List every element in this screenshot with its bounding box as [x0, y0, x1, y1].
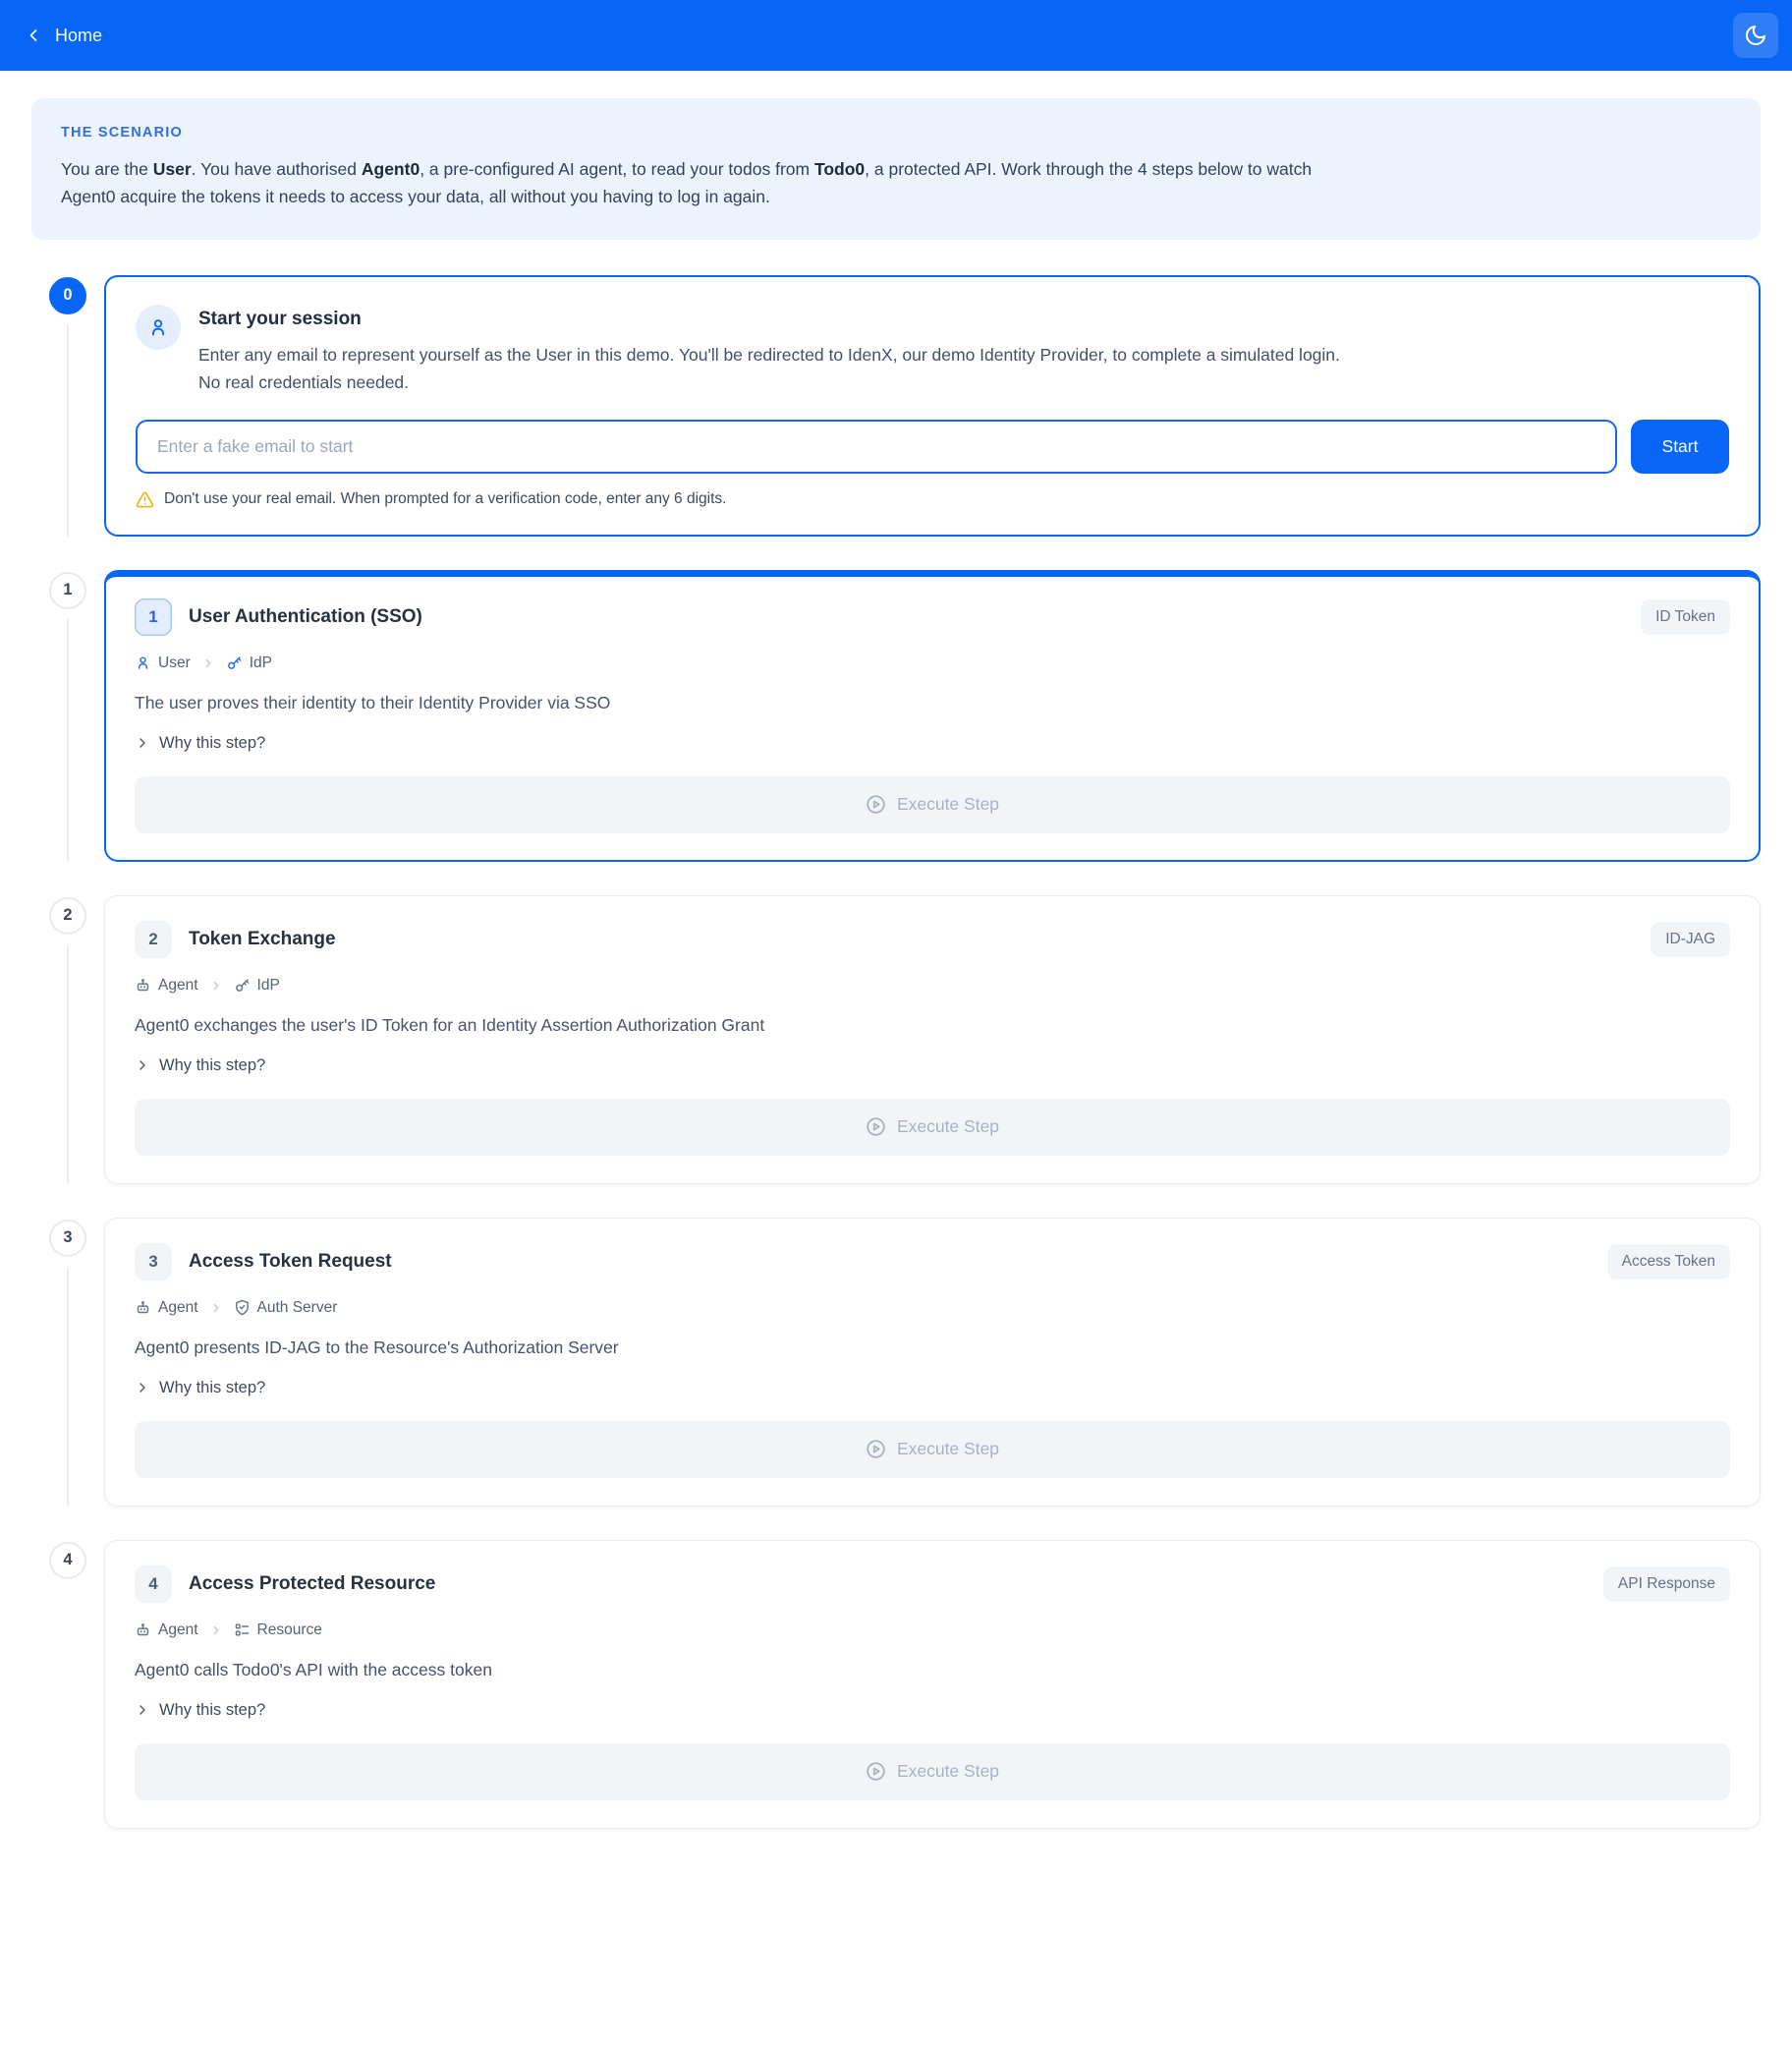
scenario-text-part: , a protected API. Work through the 4 steps below to watch Agent0 acquire the tokens it needs to access your data, all without you having to log in again. — [61, 159, 1313, 207]
step-4-actors — [135, 1621, 1730, 1639]
back-home-button[interactable] — [16, 20, 110, 52]
actor-from — [135, 654, 191, 672]
step-card-2 — [104, 895, 1761, 1184]
list-icon — [234, 1621, 251, 1638]
session-header-text — [198, 305, 1353, 396]
timeline-dot-1: 1 — [49, 572, 86, 609]
step-2-header — [135, 921, 1730, 958]
user-icon — [147, 316, 169, 338]
why-label: Why this step? — [159, 733, 266, 752]
session-header — [136, 305, 1729, 396]
scenario-bold-agent0: Agent0 — [361, 159, 420, 179]
actor-from-label: Agent — [158, 1298, 198, 1316]
step-3-description: Agent0 presents ID-JAG to the Resource's Authorization Server — [135, 1337, 619, 1357]
step-2-number-badge: 2 — [135, 921, 172, 958]
session-description: Enter any email to represent yourself as the User in this demo. You'll be redirected to IdenX, our demo Identity Provider, to complete a simulated login. No real credentials needed. — [198, 344, 1340, 392]
chevron-right-icon — [135, 735, 150, 751]
actor-to-label: Auth Server — [256, 1298, 338, 1316]
step-3-title: Access Token Request — [189, 1250, 392, 1272]
play-circle-icon — [866, 1439, 886, 1459]
scenario-banner — [31, 98, 1761, 240]
chevron-right-icon — [135, 1057, 150, 1073]
timeline-rail-2 — [31, 895, 104, 1184]
scenario-bold-todo0: Todo0 — [813, 159, 866, 179]
step-2-title: Token Exchange — [189, 928, 336, 949]
back-home-label: Home — [55, 25, 103, 45]
key-icon — [234, 977, 251, 994]
bot-icon — [135, 1299, 151, 1316]
step-3-token-badge: Access Token — [1607, 1244, 1730, 1280]
step-4-token-badge: API Response — [1603, 1566, 1730, 1602]
timeline-row-2 — [31, 895, 1761, 1218]
chevron-left-icon — [24, 26, 43, 45]
scenario-text-part: , a pre-configured AI agent, to read your todos from — [420, 159, 814, 179]
actor-to-label: Resource — [256, 1621, 322, 1638]
actor-from — [135, 977, 198, 995]
timeline-rail-3 — [31, 1218, 104, 1507]
timeline-row-0 — [31, 275, 1761, 570]
chevron-separator-icon — [209, 1301, 223, 1315]
step-2-execute-button[interactable] — [135, 1099, 1730, 1156]
actor-from-label: Agent — [158, 1621, 198, 1638]
timeline-row-4 — [31, 1540, 1761, 1829]
session-card — [104, 275, 1761, 537]
actor-to-label: IdP — [256, 976, 280, 994]
step-4-header — [135, 1565, 1730, 1603]
step-card-1 — [104, 570, 1761, 862]
play-circle-icon — [866, 794, 886, 815]
step-1-number-badge: 1 — [135, 598, 172, 636]
key-icon — [226, 654, 243, 671]
bot-icon — [135, 977, 151, 994]
actor-to — [234, 977, 280, 995]
step-4-why-toggle[interactable] — [135, 1701, 1730, 1720]
timeline-row-3 — [31, 1218, 1761, 1540]
timeline-row-1 — [31, 570, 1761, 895]
scenario-text — [61, 155, 1328, 211]
step-4-description: Agent0 calls Todo0's API with the access token — [135, 1659, 492, 1679]
timeline-rail-1 — [31, 570, 104, 862]
step-1-description: The user proves their identity to their Identity Provider via SSO — [135, 692, 611, 712]
timeline-dot-4: 4 — [49, 1542, 86, 1579]
step-3-execute-button[interactable] — [135, 1421, 1730, 1478]
actor-to — [234, 1621, 322, 1639]
avatar — [136, 305, 181, 350]
step-2-token-badge: ID-JAG — [1651, 922, 1730, 957]
email-input[interactable] — [136, 420, 1617, 474]
scenario-bold-user: User — [152, 159, 192, 179]
step-3-number-badge: 3 — [135, 1243, 172, 1280]
moon-icon — [1744, 24, 1767, 47]
step-1-header — [135, 598, 1730, 636]
actor-from — [135, 1621, 198, 1639]
timeline-connector — [67, 1267, 69, 1507]
session-warning-text: Don't use your real email. When prompted for a verification code, enter any 6 digits. — [164, 490, 727, 508]
step-4-title: Access Protected Resource — [189, 1572, 436, 1594]
step-1-execute-button[interactable] — [135, 776, 1730, 833]
user-icon — [135, 654, 151, 671]
timeline-dot-0: 0 — [49, 277, 86, 314]
step-1-token-badge: ID Token — [1641, 599, 1730, 635]
timeline-dot-2: 2 — [49, 897, 86, 935]
actor-from-label: Agent — [158, 976, 198, 994]
session-warning — [136, 490, 1729, 509]
why-label: Why this step? — [159, 1700, 266, 1719]
chevron-right-icon — [135, 1702, 150, 1718]
actor-to — [226, 654, 272, 672]
step-card-3 — [104, 1218, 1761, 1507]
step-card-4 — [104, 1540, 1761, 1829]
chevron-separator-icon — [209, 1623, 223, 1637]
execute-label: Execute Step — [896, 1761, 1000, 1782]
execute-label: Execute Step — [896, 794, 1000, 815]
actor-to-label: IdP — [249, 654, 272, 671]
execute-label: Execute Step — [896, 1439, 1000, 1459]
step-1-why-toggle[interactable] — [135, 734, 1730, 753]
step-2-description: Agent0 exchanges the user's ID Token for an Identity Assertion Authorization Grant — [135, 1014, 765, 1035]
scenario-label: THE SCENARIO — [61, 125, 183, 141]
execute-label: Execute Step — [896, 1116, 1000, 1137]
session-input-row — [136, 420, 1729, 474]
actor-from-label: User — [158, 654, 191, 671]
why-label: Why this step? — [159, 1378, 266, 1396]
session-title: Start your session — [198, 308, 362, 329]
step-3-header — [135, 1243, 1730, 1280]
theme-toggle-button[interactable] — [1733, 13, 1778, 58]
scenario-text-part: You are the — [61, 159, 153, 179]
actor-to — [234, 1299, 338, 1317]
step-3-actors — [135, 1299, 1730, 1317]
shield-icon — [234, 1299, 251, 1316]
step-2-why-toggle[interactable] — [135, 1056, 1730, 1075]
step-4-execute-button[interactable] — [135, 1743, 1730, 1800]
step-1-actors — [135, 654, 1730, 672]
step-3-why-toggle[interactable] — [135, 1379, 1730, 1397]
timeline-rail-0 — [31, 275, 104, 537]
why-label: Why this step? — [159, 1055, 266, 1074]
step-1-title: User Authentication (SSO) — [189, 605, 422, 627]
chevron-right-icon — [135, 1380, 150, 1395]
timeline-connector — [67, 619, 69, 862]
top-bar — [0, 0, 1792, 71]
timeline-dot-3: 3 — [49, 1220, 86, 1257]
start-button[interactable]: Start — [1631, 420, 1729, 474]
play-circle-icon — [866, 1116, 886, 1137]
play-circle-icon — [866, 1761, 886, 1782]
step-2-actors — [135, 977, 1730, 995]
timeline-connector — [67, 324, 69, 537]
timeline-rail-4 — [31, 1540, 104, 1829]
timeline-connector — [67, 944, 69, 1184]
bot-icon — [135, 1621, 151, 1638]
step-4-number-badge: 4 — [135, 1565, 172, 1603]
chevron-separator-icon — [201, 656, 215, 670]
warning-triangle-icon — [136, 490, 154, 509]
scenario-text-part: . You have authorised — [191, 159, 362, 179]
chevron-separator-icon — [209, 979, 223, 993]
main-content — [0, 71, 1792, 1872]
actor-from — [135, 1299, 198, 1317]
